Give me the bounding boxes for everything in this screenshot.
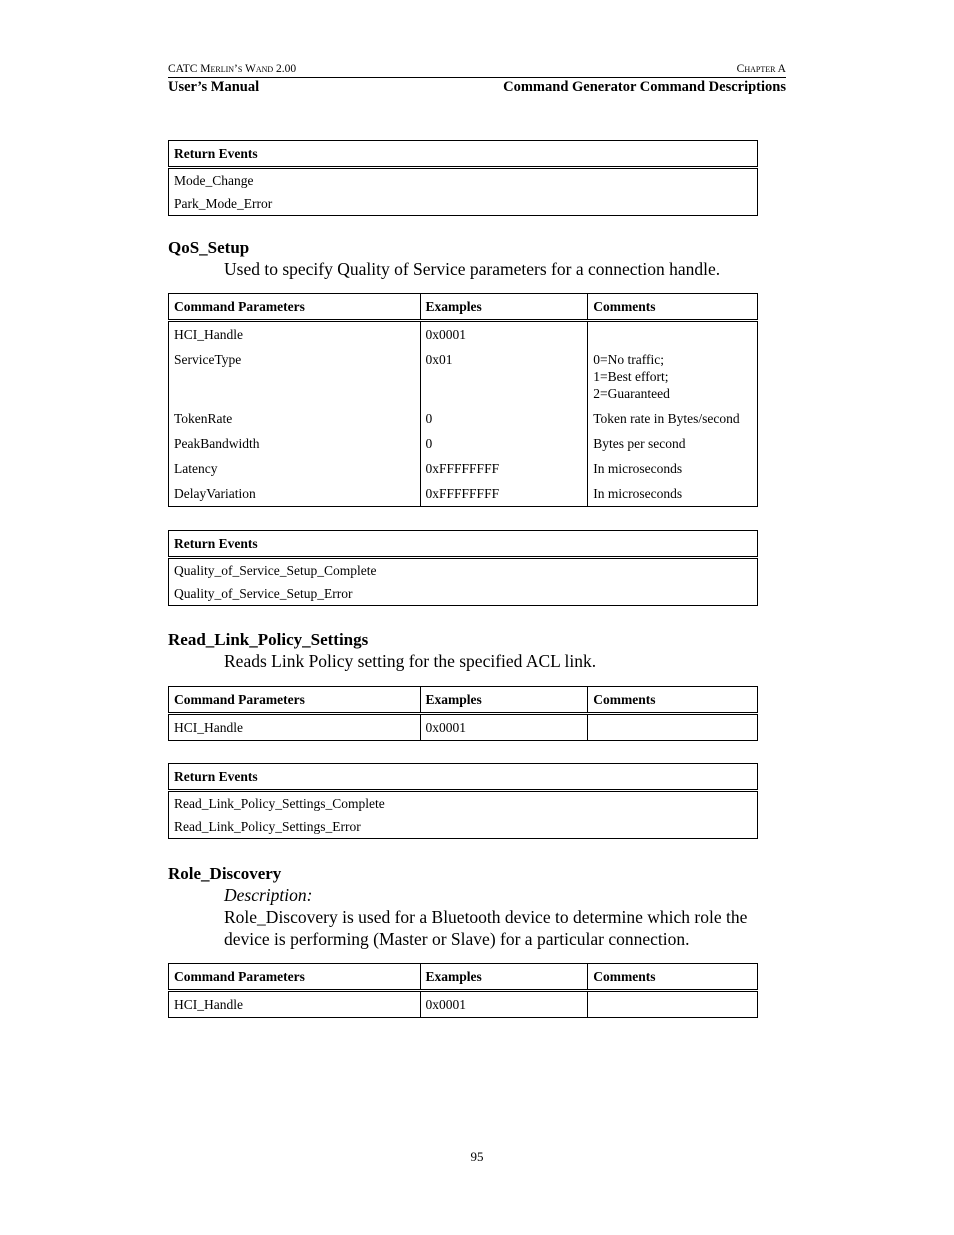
table-cell: ServiceType <box>169 347 421 406</box>
page-number: 95 <box>470 1149 484 1164</box>
section-description-role-line1: Role_Discovery is used for a Bluetooth device to determine which role the <box>224 907 748 927</box>
table-row <box>169 321 758 348</box>
section-title-rlps: Read_Link_Policy_Settings <box>168 630 369 649</box>
table-row <box>169 456 758 481</box>
section-description-qos: Used to specify Quality of Service parameters for a connection handle. <box>224 259 721 279</box>
table-row <box>169 582 758 606</box>
table-row <box>169 815 758 839</box>
return-events-table <box>168 140 758 216</box>
table-cell: Read_Link_Policy_Settings_Error <box>174 819 361 834</box>
description-label: Description: <box>224 885 313 905</box>
table-header: Return Events <box>169 141 758 168</box>
table-cell: PeakBandwidth <box>169 431 421 456</box>
table-cell: 0xFFFFFFFF <box>420 456 588 481</box>
column-header: Command Parameters <box>169 687 421 714</box>
rlps-return-events-table <box>168 763 758 839</box>
table-row <box>169 168 758 193</box>
column-header: Comments <box>588 964 758 991</box>
table-cell: 0 <box>420 406 588 431</box>
table-cell: 0 <box>420 431 588 456</box>
table-cell: Quality_of_Service_Setup_Complete <box>174 563 377 578</box>
table-cell: TokenRate <box>169 406 421 431</box>
table-cell: DelayVariation <box>169 481 421 507</box>
table-cell <box>588 991 758 1018</box>
table-row <box>169 347 758 406</box>
column-header: Command Parameters <box>169 964 421 991</box>
table-row <box>169 791 758 816</box>
table-cell: Bytes per second <box>593 436 686 451</box>
header-rule <box>168 77 786 78</box>
table-row <box>169 192 758 216</box>
table-cell: HCI_Handle <box>169 714 421 741</box>
section-description-rlps: Reads Link Policy setting for the specified ACL link. <box>224 651 597 671</box>
table-row <box>169 714 758 741</box>
table-row <box>169 431 758 456</box>
table-header: Return Events <box>169 764 758 791</box>
header-manual: User’s Manual <box>168 79 260 95</box>
table-cell: 0=No traffic; 1=Best effort; 2=Guaranteed <box>593 352 670 401</box>
header-chapter: Chapter A <box>736 63 786 75</box>
table-cell: In microseconds <box>593 461 683 476</box>
column-header: Comments <box>588 687 758 714</box>
column-header: Examples <box>420 687 588 714</box>
table-cell <box>588 714 758 741</box>
table-cell: In microseconds <box>593 486 683 501</box>
rlps-parameters-table <box>168 686 758 741</box>
table-cell: 0x01 <box>420 347 588 406</box>
table-cell: Quality_of_Service_Setup_Error <box>174 586 353 601</box>
table-row <box>169 558 758 583</box>
table-cell: Latency <box>169 456 421 481</box>
table-cell: 0x0001 <box>420 714 588 741</box>
table-row <box>169 481 758 507</box>
table-cell: Token rate in Bytes/second <box>593 411 740 426</box>
qos-parameters-table <box>168 293 758 507</box>
table-cell: HCI_Handle <box>169 321 421 348</box>
table-header: Return Events <box>169 531 758 558</box>
table-cell: Park_Mode_Error <box>174 196 273 211</box>
table-row <box>169 991 758 1018</box>
table-cell <box>588 321 758 348</box>
table-cell: Read_Link_Policy_Settings_Complete <box>174 796 385 811</box>
table-cell: HCI_Handle <box>169 991 421 1018</box>
table-cell: 0xFFFFFFFF <box>420 481 588 507</box>
role-parameters-table <box>168 963 758 1018</box>
column-header: Examples <box>420 294 588 321</box>
table-cell: 0x0001 <box>420 991 588 1018</box>
table-cell: Mode_Change <box>174 173 254 188</box>
column-header: Command Parameters <box>169 294 421 321</box>
header-section: Command Generator Command Descriptions <box>503 79 786 95</box>
section-title-role: Role_Discovery <box>168 864 282 883</box>
table-cell: 0x0001 <box>420 321 588 348</box>
column-header: Examples <box>420 964 588 991</box>
header-product: CATC Merlin’s Wand 2.00 <box>168 63 297 75</box>
column-header: Comments <box>588 294 758 321</box>
qos-return-events-table <box>168 530 758 606</box>
section-description-role-line2: device is performing (Master or Slave) for a particular connection. <box>224 929 690 949</box>
section-title-qos: QoS_Setup <box>168 238 250 257</box>
table-row <box>169 406 758 431</box>
